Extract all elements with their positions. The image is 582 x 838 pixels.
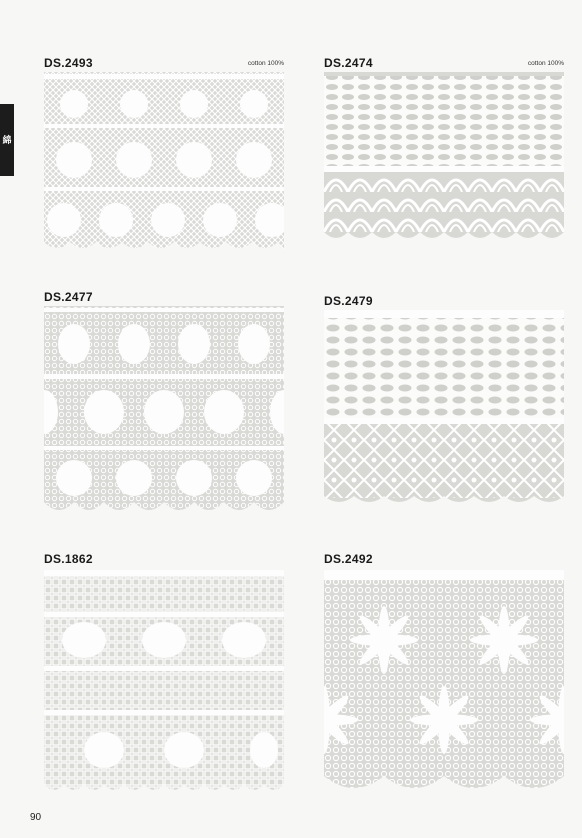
sample-code: DS.2479 xyxy=(324,294,373,308)
lace-swatch-image xyxy=(324,72,564,242)
lace-swatch-image xyxy=(324,570,564,796)
lace-swatch-image xyxy=(44,72,284,250)
sample-code: DS.2474 xyxy=(324,56,373,70)
sample-material: cotton 100% xyxy=(247,60,284,67)
lace-sample-ds2493 xyxy=(44,56,284,256)
sample-material: cotton 100% xyxy=(527,60,564,67)
lace-sample-ds2474 xyxy=(324,56,564,256)
lace-sample-ds2479 xyxy=(324,294,564,514)
lace-swatch-image xyxy=(324,310,564,508)
page-number: 90 xyxy=(30,812,42,823)
lace-sample-ds2477 xyxy=(44,290,284,515)
lace-sample-ds1862 xyxy=(44,552,284,802)
lace-sample-ds2492 xyxy=(324,552,564,802)
sample-code: DS.2492 xyxy=(324,552,373,566)
sample-code: DS.1862 xyxy=(44,552,93,566)
lace-swatch-image xyxy=(44,306,284,514)
sample-code: DS.2493 xyxy=(44,56,93,70)
sample-code: DS.2477 xyxy=(44,290,93,304)
lace-swatch-image xyxy=(44,570,284,798)
category-tab xyxy=(0,104,14,176)
category-tab-label: 綿 xyxy=(1,135,12,145)
